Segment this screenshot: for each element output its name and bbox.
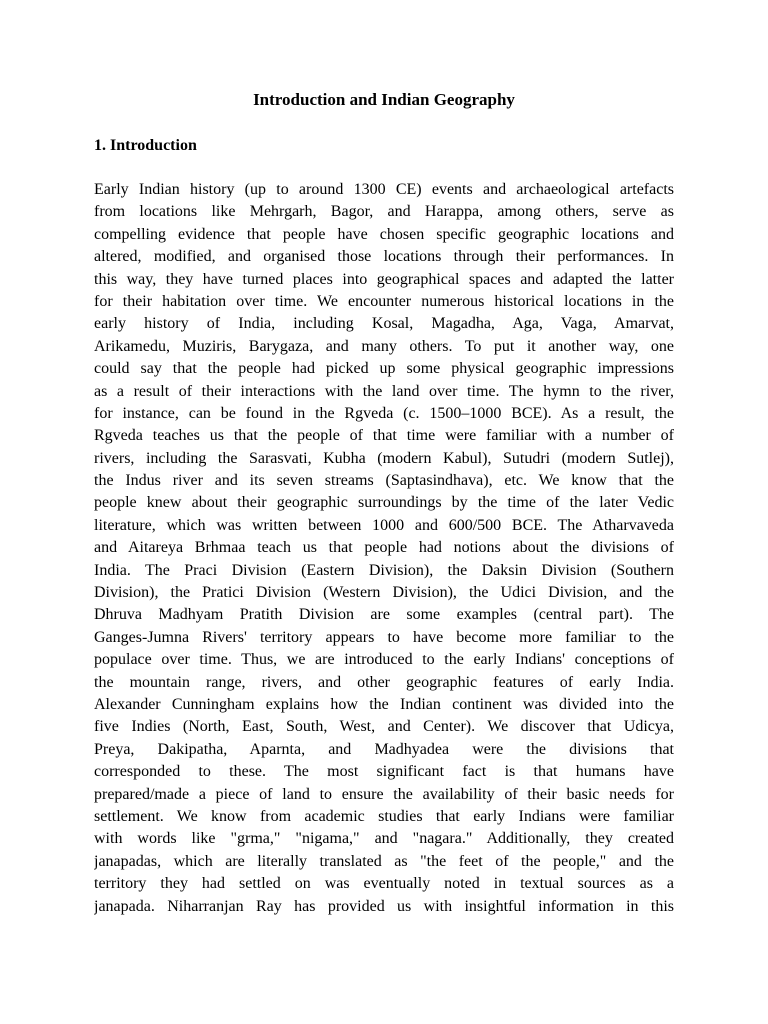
paragraph-line: five Indies (North, East, South, West, and Center). We discover that Udicya, xyxy=(94,718,674,736)
paragraph-line: Ganges-Jumna Rivers' territory appears to have become more familiar to the xyxy=(94,628,674,646)
paragraph-line: Early Indian history (up to around 1300 CE) events and archaeological artefacts xyxy=(94,181,674,198)
paragraph-line: early history of India, including Kosal, Magadha, Aga, Vaga, Amarvat, xyxy=(94,315,674,333)
paragraph-line: altered, modified, and organised those locations through their performances. In xyxy=(94,248,674,266)
paragraph-line: the Indus river and its seven streams (Saptasindhava), etc. We know that the xyxy=(94,472,674,490)
paragraph-line: people knew about their geographic surroundings by the time of the later Vedic xyxy=(94,494,674,512)
paragraph-line: this way, they have turned places into geographical spaces and adapted the latter xyxy=(94,270,674,288)
paragraph-line: from locations like Mehrgarh, Bagor, and Harappa, among others, serve as xyxy=(94,203,674,221)
paragraph-line: India. The Praci Division (Eastern Division), the Daksin Division (Southern xyxy=(94,561,674,579)
paragraph-line: Arikamedu, Muziris, Barygaza, and many others. To put it another way, one xyxy=(94,337,674,355)
paragraph-line: as a result of their interactions with the land over time. The hymn to the river, xyxy=(94,382,674,400)
paragraph-line: populace over time. Thus, we are introduced to the early Indians' conceptions of xyxy=(94,651,674,669)
paragraph-line: rivers, including the Sarasvati, Kubha (modern Kabul), Sutudri (modern Sutlej), xyxy=(94,449,674,467)
document-title: Introduction and Indian Geography xyxy=(253,90,515,109)
paragraph-line: Dhruva Madhyam Pratith Division are some examples (central part). The xyxy=(94,606,674,624)
paragraph-line: Alexander Cunningham explains how the Indian continent was divided into the xyxy=(94,695,674,713)
paragraph-line: Rgveda teaches us that the people of that time were familiar with a number of xyxy=(94,427,674,445)
paragraph-line: territory they had settled on was eventually noted in textual sources as a xyxy=(94,875,674,893)
section-heading: 1. Introduction xyxy=(94,137,197,154)
paragraph-line: Preya, Dakipatha, Aparnta, and Madhyadea were the divisions that xyxy=(94,740,674,758)
paragraph-line: for their habitation over time. We encounter numerous historical locations in the xyxy=(94,292,674,310)
paragraph-line: Division), the Pratici Division (Western Division), the Udici Division, and the xyxy=(94,584,674,602)
body-paragraph xyxy=(94,179,674,918)
paragraph-line: janapada. Niharranjan Ray has provided us with insightful information in this xyxy=(94,897,674,915)
paragraph-line: settlement. We know from academic studies that early Indians were familiar xyxy=(94,807,674,825)
paragraph-line: with words like "grma," "nigama," and "nagara." Additionally, they created xyxy=(94,830,674,848)
paragraph-line: prepared/made a piece of land to ensure the availability of their basic needs for xyxy=(94,785,674,803)
paragraph-line: compelling evidence that people have chosen specific geographic locations and xyxy=(94,225,674,243)
paragraph-line: corresponded to these. The most significant fact is that humans have xyxy=(94,763,674,781)
paragraph-line: the mountain range, rivers, and other geographic features of early India. xyxy=(94,673,674,691)
paragraph-line: literature, which was written between 1000 and 600/500 BCE. The Atharvaveda xyxy=(94,516,674,534)
paragraph-line: janapadas, which are literally translated as "the feet of the people," and the xyxy=(94,852,674,870)
paragraph-line: could say that the people had picked up some physical geographic impressions xyxy=(94,360,674,378)
paragraph-line: and Aitareya Brhmaa teach us that people had notions about the divisions of xyxy=(94,539,674,557)
paragraph-line: for instance, can be found in the Rgveda (c. 1500–1000 BCE). As a result, the xyxy=(94,404,674,422)
